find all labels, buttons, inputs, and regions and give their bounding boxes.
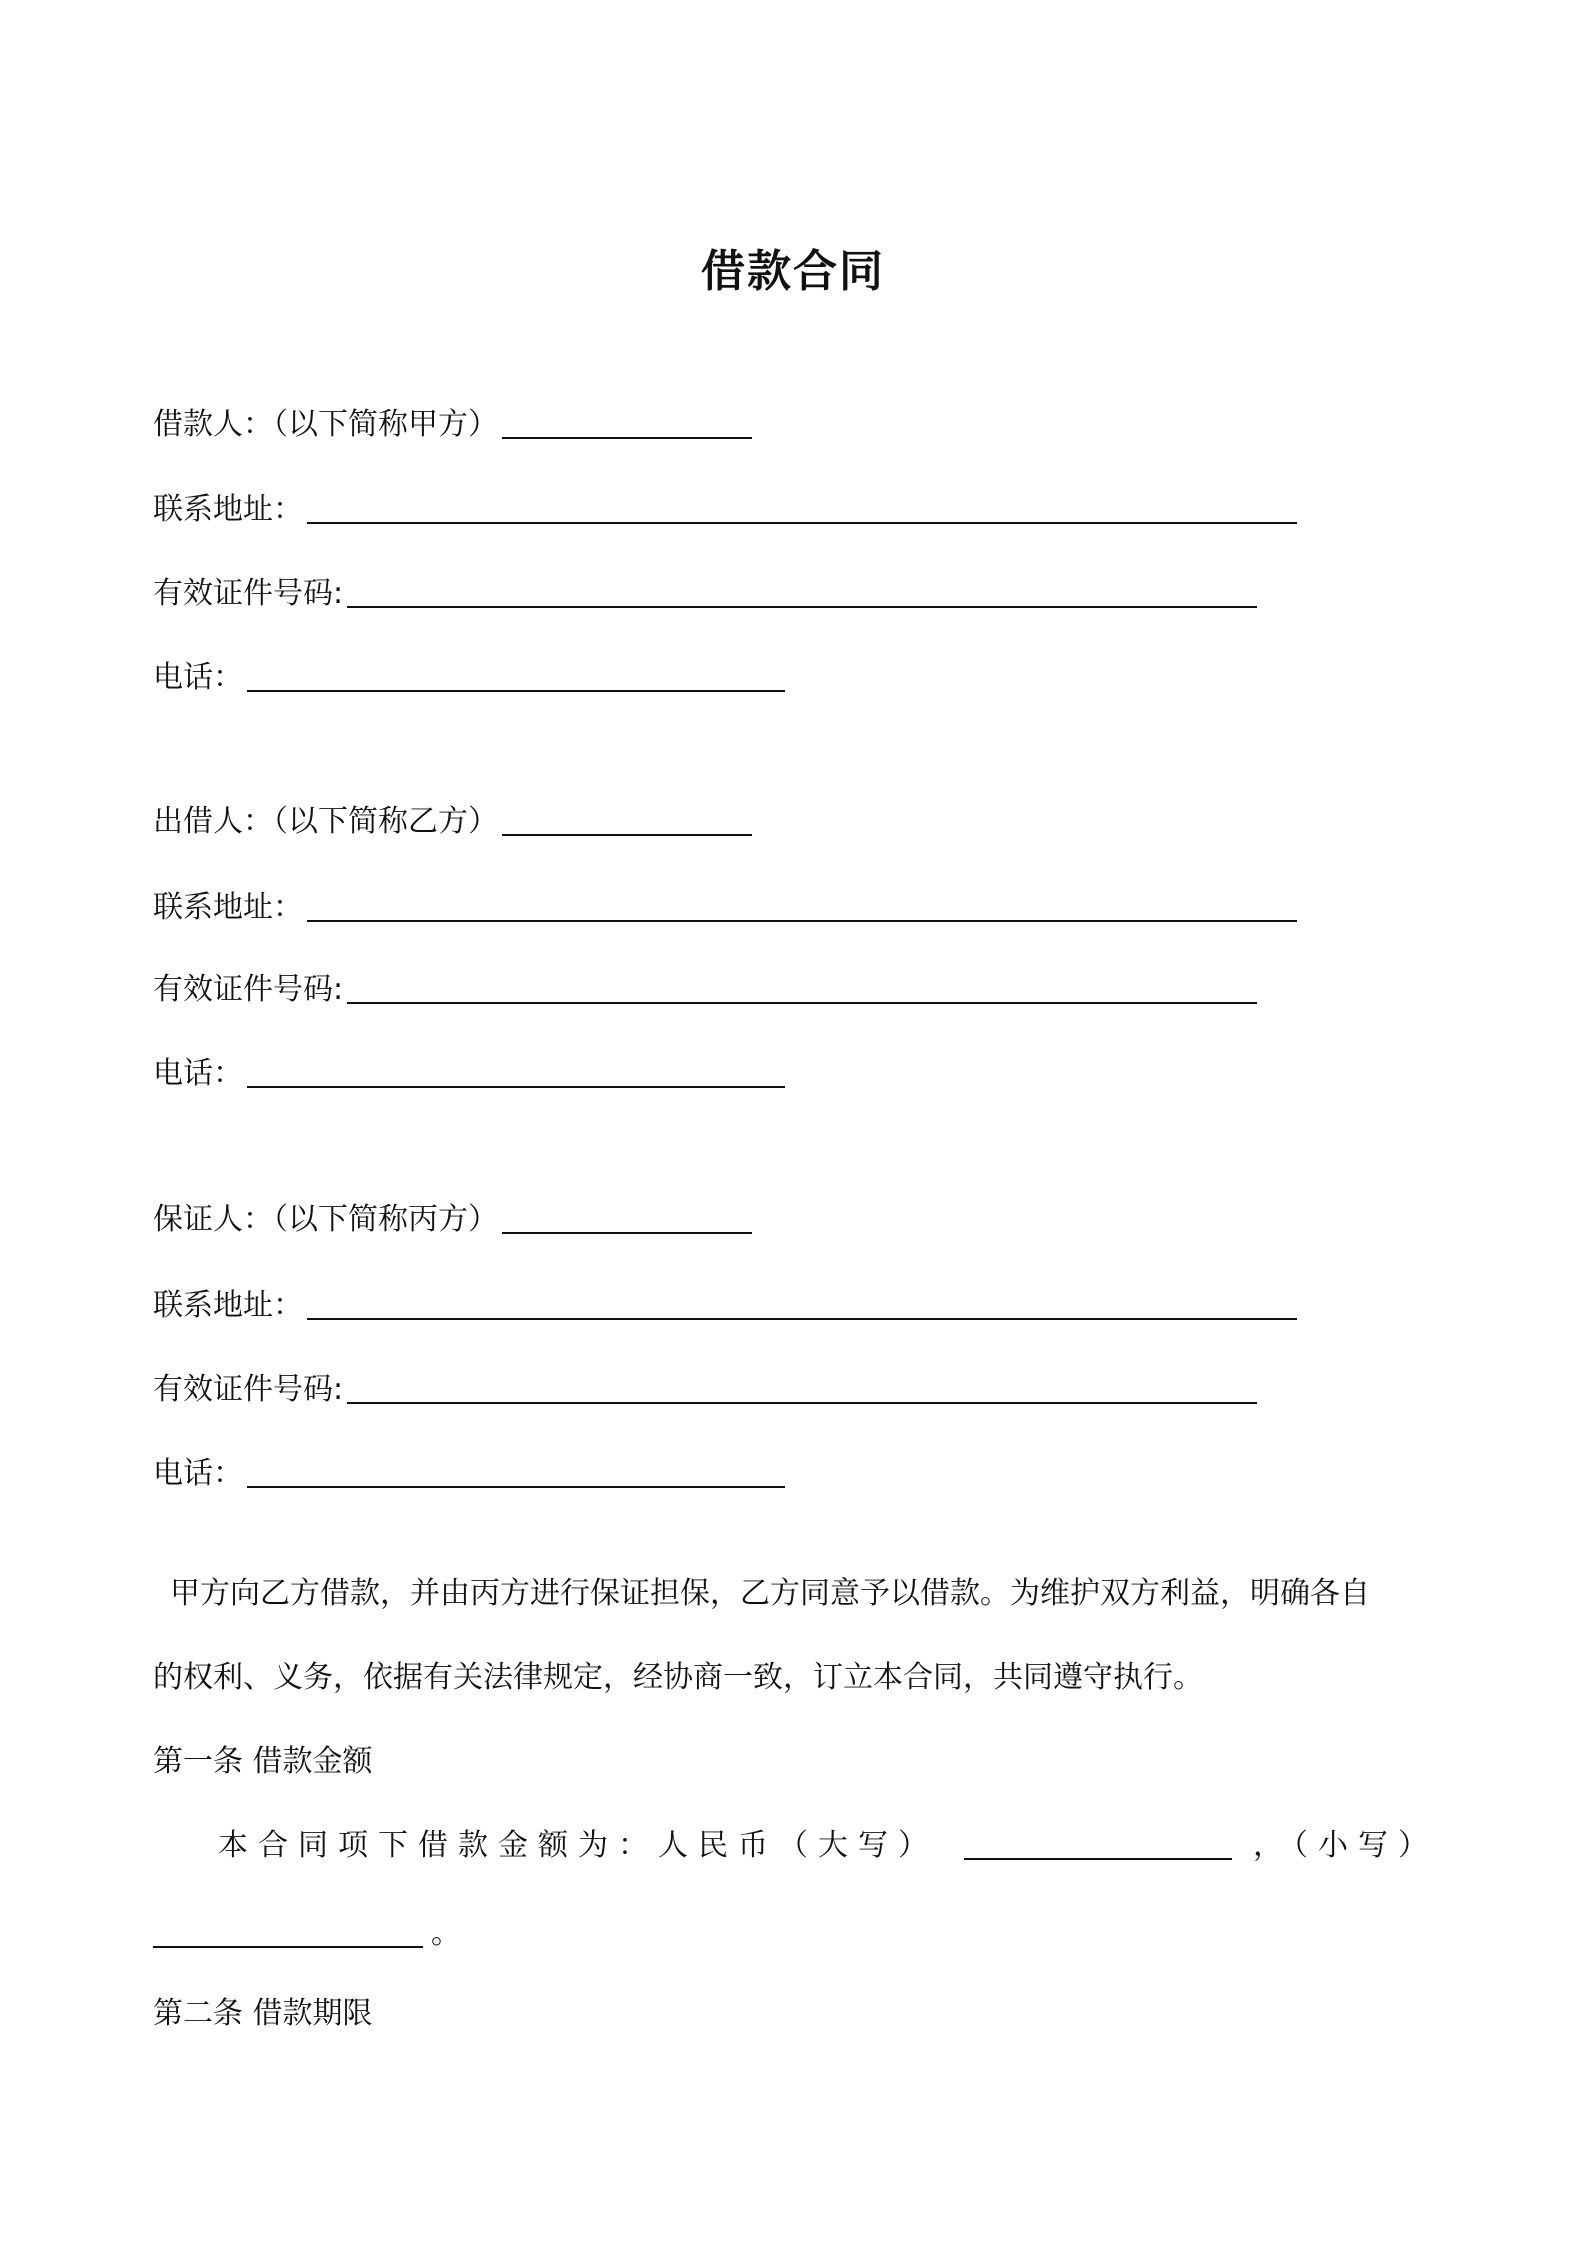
article-1-end-mark: 。 [431, 1916, 461, 1951]
article-1-lowercase-text: ，（小写） [1253, 1828, 1438, 1863]
party-b-id-blank[interactable] [347, 972, 1257, 1004]
document-title: 借款合同 [701, 246, 885, 297]
party-b-id-line [153, 970, 1257, 1010]
party-a-name-blank[interactable] [502, 407, 752, 439]
party-c-id-label: 有效证件号码: [153, 1372, 344, 1407]
party-a-phone-label: 电话： [153, 660, 243, 695]
party-b-name-line [153, 802, 752, 842]
party-c-address-blank[interactable] [307, 1288, 1297, 1320]
party-a-name-label: 借款人：（以下简称甲方） [153, 407, 498, 442]
article-1-amount-line [218, 1826, 1438, 1866]
party-c-phone-line [153, 1454, 785, 1494]
article-1-amount-line-2 [153, 1914, 461, 1954]
party-a-id-blank[interactable] [347, 576, 1257, 608]
party-c-address-line [153, 1286, 1297, 1326]
article-1-amount-text: 本合同项下借款金额为：人民币（大写） [218, 1828, 938, 1863]
preamble-line-2: 的权利、义务，依据有关法律规定，经协商一致，订立本合同，共同遵守执行。 [153, 1660, 1203, 1695]
party-c-name-label: 保证人：（以下简称丙方） [153, 1202, 498, 1237]
party-b-name-blank[interactable] [502, 804, 752, 836]
party-c-address-label: 联系地址： [153, 1288, 303, 1323]
amount-lowercase-blank[interactable] [153, 1916, 423, 1948]
party-a-id-label: 有效证件号码: [153, 576, 344, 611]
party-c-id-blank[interactable] [347, 1372, 1257, 1404]
party-a-address-line [153, 490, 1297, 530]
party-c-name-line [153, 1200, 752, 1240]
party-a-name-line [153, 405, 752, 445]
party-b-phone-blank[interactable] [247, 1056, 785, 1088]
party-a-phone-line [153, 658, 785, 698]
party-b-name-label: 出借人：（以下简称乙方） [153, 804, 498, 839]
article-2-heading: 第二条 借款期限 [153, 1996, 373, 2031]
party-c-name-blank[interactable] [502, 1202, 752, 1234]
party-c-phone-label: 电话： [153, 1456, 243, 1491]
amount-uppercase-blank[interactable] [964, 1828, 1232, 1860]
article-1-heading: 第一条 借款金额 [153, 1744, 373, 1779]
party-b-id-label: 有效证件号码: [153, 972, 344, 1007]
party-a-address-label: 联系地址： [153, 492, 303, 527]
party-b-address-blank[interactable] [307, 890, 1297, 922]
party-b-phone-line [153, 1054, 785, 1094]
preamble-line-1: 甲方向乙方借款，并由丙方进行保证担保，乙方同意予以借款。为维护双方利益，明确各自 [170, 1576, 1370, 1611]
party-b-phone-label: 电话： [153, 1056, 243, 1091]
party-a-phone-blank[interactable] [247, 660, 785, 692]
party-b-address-line [153, 888, 1297, 928]
party-c-id-line [153, 1370, 1257, 1410]
party-b-address-label: 联系地址： [153, 890, 303, 925]
party-a-id-line [153, 574, 1257, 614]
party-a-address-blank[interactable] [307, 492, 1297, 524]
party-c-phone-blank[interactable] [247, 1456, 785, 1488]
